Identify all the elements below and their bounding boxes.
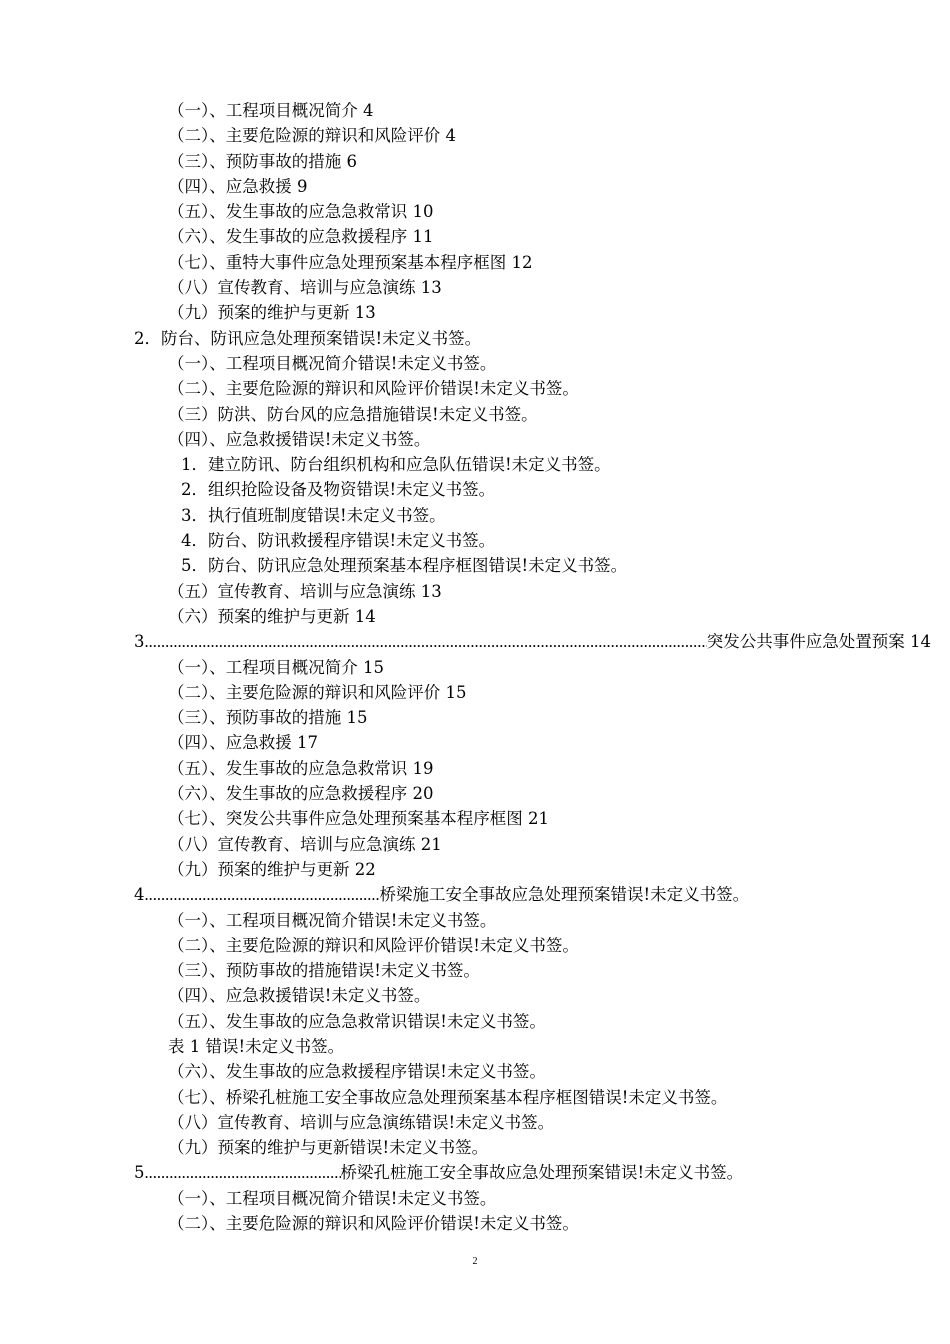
- toc-entry[interactable]: （一）、工程项目概况简介错误!未定义书签。: [168, 1188, 497, 1208]
- toc-dot-leader: [145, 882, 380, 907]
- toc-entry-section[interactable]: [0, 1160, 950, 1185]
- toc-entry-number: 3: [134, 632, 145, 652]
- toc-entry[interactable]: 表 1 错误!未定义书签。: [168, 1036, 345, 1056]
- toc-entry[interactable]: （五）、发生事故的应急急救常识错误!未定义书签。: [168, 1011, 546, 1031]
- toc-entry[interactable]: （九）预案的维护与更新错误!未定义书签。: [168, 1138, 489, 1158]
- toc-entry[interactable]: 3．执行值班制度错误!未定义书签。: [181, 505, 446, 525]
- toc-dot-leader: [145, 629, 707, 654]
- page-number: 2: [472, 1256, 478, 1267]
- toc-entry[interactable]: （五）宣传教育、培训与应急演练 13: [168, 581, 442, 601]
- toc-entry[interactable]: （四）、应急救援 9: [168, 176, 308, 196]
- toc-entry[interactable]: （一）、工程项目概况简介 4: [168, 101, 374, 120]
- toc-entry[interactable]: （八）宣传教育、培训与应急演练 13: [168, 278, 442, 298]
- toc-entry[interactable]: （三）、预防事故的措施 6: [168, 151, 357, 171]
- toc-entry[interactable]: （一）、工程项目概况简介错误!未定义书签。: [168, 910, 497, 930]
- toc-entry-section[interactable]: [0, 629, 931, 654]
- toc-entry-title: 桥梁孔桩施工安全事故应急处理预案错误!未定义书签。: [340, 1163, 744, 1183]
- toc-entry[interactable]: （六）、发生事故的应急救援程序 11: [168, 227, 434, 247]
- toc-entry[interactable]: （四）、应急救援错误!未定义书签。: [168, 986, 431, 1006]
- toc-dot-leader: [145, 1160, 341, 1185]
- toc-entry[interactable]: （九）预案的维护与更新 22: [168, 859, 376, 879]
- toc-entry[interactable]: （二）、主要危险源的辩识和风险评价 15: [168, 682, 467, 702]
- toc-entry[interactable]: （四）、应急救援错误!未定义书签。: [168, 429, 431, 449]
- toc-entry[interactable]: （二）、主要危险源的辩识和风险评价错误!未定义书签。: [168, 1214, 579, 1234]
- toc-entry-number: 4: [134, 885, 145, 905]
- toc-entry[interactable]: （六）、发生事故的应急救援程序 20: [168, 784, 434, 804]
- toc-entry[interactable]: （八）宣传教育、培训与应急演练错误!未定义书签。: [168, 1112, 555, 1132]
- toc-entry[interactable]: （七）、桥梁孔桩施工安全事故应急处理预案基本程序框图错误!未定义书签。: [168, 1087, 728, 1107]
- toc-entry[interactable]: （八）宣传教育、培训与应急演练 21: [168, 834, 442, 854]
- toc-entry[interactable]: （三）防洪、防台风的应急措施错误!未定义书签。: [168, 404, 538, 424]
- toc-entry[interactable]: （九）预案的维护与更新 13: [168, 303, 376, 323]
- toc-entry[interactable]: （一）、工程项目概况简介 15: [168, 657, 384, 677]
- toc-entry[interactable]: （四）、应急救援 17: [168, 733, 318, 753]
- toc-entry[interactable]: 5．防台、防讯应急处理预案基本程序框图错误!未定义书签。: [181, 556, 628, 576]
- toc-entry[interactable]: （七）、重特大事件应急处理预案基本程序框图 12: [168, 252, 533, 272]
- toc-entry[interactable]: 2．组织抢险设备及物资错误!未定义书签。: [181, 480, 496, 500]
- toc-entry[interactable]: 4．防台、防讯救援程序错误!未定义书签。: [181, 531, 496, 551]
- toc-entry[interactable]: （三）、预防事故的措施 15: [168, 708, 368, 728]
- toc-entry[interactable]: （五）、发生事故的应急急救常识 10: [168, 202, 434, 222]
- table-of-contents: [0, 98, 950, 1236]
- toc-entry[interactable]: 1．建立防讯、防台组织机构和应急队伍错误!未定义书签。: [181, 455, 611, 475]
- toc-entry[interactable]: （六）、发生事故的应急救援程序错误!未定义书签。: [168, 1062, 546, 1082]
- toc-entry-number: 5: [134, 1163, 145, 1183]
- toc-entry[interactable]: （二）、主要危险源的辩识和风险评价错误!未定义书签。: [168, 935, 579, 955]
- toc-entry[interactable]: （一）、工程项目概况简介错误!未定义书签。: [168, 353, 497, 373]
- toc-entry[interactable]: （六）预案的维护与更新 14: [168, 606, 376, 626]
- toc-entry-title: 突发公共事件应急处置预案 14: [706, 632, 931, 652]
- toc-entry[interactable]: （七）、突发公共事件应急处理预案基本程序框图 21: [168, 809, 549, 829]
- toc-entry[interactable]: （三）、预防事故的措施错误!未定义书签。: [168, 961, 480, 981]
- toc-entry[interactable]: （二）、主要危险源的辩识和风险评价错误!未定义书签。: [168, 379, 579, 399]
- toc-entry-section[interactable]: [0, 882, 950, 907]
- toc-entry[interactable]: （二）、主要危险源的辩识和风险评价 4: [168, 126, 456, 146]
- toc-entry-title: 桥梁施工安全事故应急处理预案错误!未定义书签。: [379, 885, 750, 905]
- toc-entry[interactable]: （五）、发生事故的应急急救常识 19: [168, 758, 434, 778]
- toc-entry[interactable]: 2．防台、防讯应急处理预案错误!未定义书签。: [134, 328, 482, 348]
